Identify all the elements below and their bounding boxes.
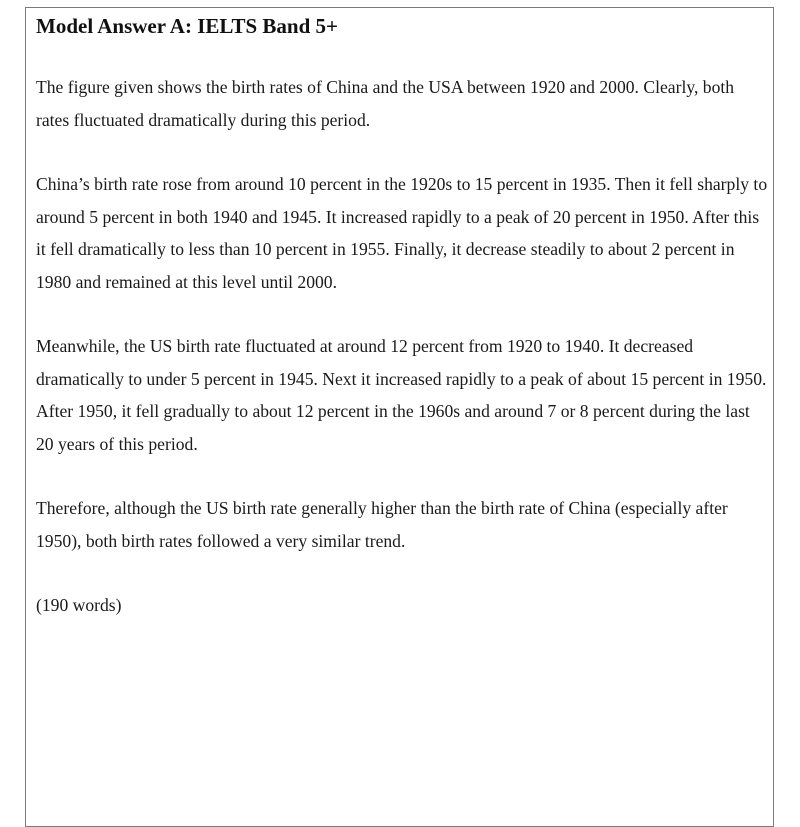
usa-paragraph: Meanwhile, the US birth rate fluctuated at around 12 percent from 1920 to 1940. It decreased dramatically to under 5 percent in 1945. Next it increased rapidly to a peak of about 15 percent in 1950. After 1950, it fell gradually to about 12 percent in the 1960s and around 7 or 8 percent during the last 20 years of this period. [36,336,767,454]
document-title: Model Answer A: IELTS Band 5+ [36,14,338,38]
china-paragraph: China’s birth rate rose from around 10 percent in the 1920s to 15 percent in 1935. Then it fell sharply to around 5 percent in both 1940 and 1945. It increased rapidly to a peak of 20 percent in 1950. After this it fell dramatically to less than 10 percent in 1955. Finally, it decrease steadily to about 2 percent in 1980 and remained at this level until 2000. [36,174,768,292]
word-count: (190 words) [36,595,122,615]
intro-paragraph: The figure given shows the birth rates of China and the USA between 1920 and 2000. Clearly, both rates fluctuated dramatically during this period. [36,77,735,130]
conclusion-paragraph: Therefore, although the US birth rate generally higher than the birth rate of China (especially after 1950), both birth rates followed a very similar trend. [36,498,728,551]
document-page [25,7,774,827]
